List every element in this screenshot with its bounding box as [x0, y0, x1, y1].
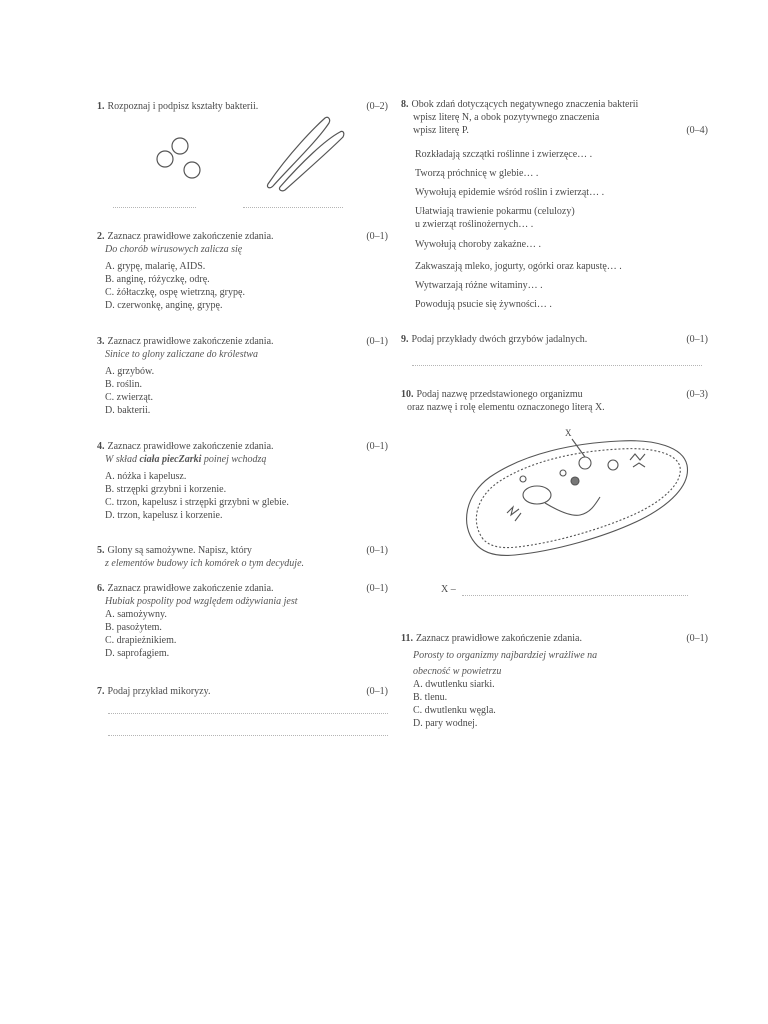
question-9 [401, 333, 708, 346]
option-a[interactable]: A. nóżka i kapelusz. [105, 471, 187, 482]
question-10 [401, 388, 708, 414]
question-text-line2: oraz nazwę i rolę elementu oznaczonego literą X. [407, 402, 605, 413]
question-text: Rozpoznaj i podpisz kształty bakterii. [107, 101, 259, 112]
points: (0–1) [366, 231, 388, 242]
option-b[interactable]: B. pasożytem. [105, 622, 162, 633]
question-number: 10. [401, 389, 414, 400]
question-text: Podaj przykłady dwóch grzybów jadalnych. [411, 334, 588, 345]
option-c[interactable]: C. zwierząt. [105, 392, 154, 403]
macronucleus [523, 486, 551, 504]
answer-line[interactable] [412, 354, 702, 366]
option-d[interactable]: D. pary wodnej. [413, 718, 478, 729]
coccus-circle [172, 138, 188, 154]
question-text: Zaznacz prawidłowe zakończenie zdania. [107, 583, 274, 594]
question-text: Zaznacz prawidłowe zakończenie zdania. [415, 633, 582, 644]
question-number: 11. [401, 633, 413, 644]
cell-outline [467, 441, 688, 556]
label-line-x [572, 439, 585, 457]
prompt-part: W skład [105, 454, 140, 465]
option-c[interactable]: C. trzon, kapelusz i strzępki grzybni w glebie. [105, 497, 289, 508]
option-a[interactable]: A. dwutlenku siarki. [413, 679, 495, 690]
question-prompt: Hubiak pospolity pod względem odżywiania jest [105, 596, 298, 607]
question-text: Zaznacz prawidłowe zakończenie zdania. [107, 441, 274, 452]
question-number: 3. [97, 336, 105, 347]
question-text-line3: wpisz literę P. [413, 125, 469, 136]
statement-item[interactable]: u zwierząt roślinożernych… . [415, 219, 534, 230]
food-vacuole [520, 476, 526, 482]
option-b[interactable]: B. anginę, różyczkę, odrę. [105, 274, 210, 285]
question-number: 6. [97, 583, 105, 594]
food-vacuole [560, 470, 566, 476]
question-prompt: Sinice to glony zaliczane do królestwa [105, 349, 259, 360]
option-d[interactable]: D. czerwonkę, anginę, grypę. [105, 300, 223, 311]
answer-x-label: X – [441, 584, 456, 595]
question-prompt [97, 453, 388, 466]
points: (0–1) [686, 633, 708, 644]
prompt-part: poinej wchodzą [201, 454, 267, 465]
points: (0–2) [366, 101, 388, 112]
question-prompt-line2: obecność w powietrzu [413, 666, 502, 677]
vacuole [608, 460, 618, 470]
contractile-vacuole [630, 454, 645, 467]
answer-line[interactable] [243, 196, 343, 208]
question-8 [401, 98, 708, 314]
points: (0–1) [686, 334, 708, 345]
option-d[interactable]: D. saprofagiem. [105, 648, 170, 659]
option-a[interactable]: A. samożywny. [105, 609, 167, 620]
organelle-x [579, 457, 591, 469]
option-c[interactable]: C. drapieżnikiem. [105, 635, 177, 646]
statement-item[interactable]: Wytwarzają różne witaminy… . [415, 280, 543, 291]
question-text-line2: wpisz literę N, a obok pozytywnego znaczenia [413, 112, 600, 123]
question-6 [97, 582, 388, 660]
option-c[interactable]: C. dwutlenku węgla. [413, 705, 496, 716]
option-d[interactable]: D. trzon, kapelusz i korzenie. [105, 510, 223, 521]
bacillus-rod [279, 131, 343, 190]
question-number: 1. [97, 101, 105, 112]
coccus-circle [184, 162, 200, 178]
micronucleus [571, 477, 579, 485]
cell-cilia [476, 449, 680, 548]
option-b[interactable]: B. strzępki grzybni i korzenie. [105, 484, 227, 495]
question-text: Zaznacz prawidłowe zakończenie zdania. [107, 336, 274, 347]
question-text: Podaj przykład mikoryzy. [107, 686, 211, 697]
points: (0–1) [366, 583, 388, 594]
statement-item[interactable]: Ułatwiają trawienie pokarmu (celulozy) [415, 206, 575, 217]
question-prompt: Porosty to organizmy najbardziej wrażliwe na [413, 650, 598, 661]
question-11 [401, 632, 708, 730]
points: (0–1) [366, 441, 388, 452]
option-d[interactable]: D. bakterii. [105, 405, 151, 416]
question-4 [97, 440, 388, 522]
question-number: 9. [401, 334, 409, 345]
question-number: 4. [97, 441, 105, 452]
answer-line[interactable] [108, 702, 388, 714]
question-number: 7. [97, 686, 105, 697]
statement-item[interactable]: Tworzą próchnicę w glebie… . [415, 168, 539, 179]
answer-line[interactable] [462, 584, 688, 596]
prompt-part-bold: ciała piecZarki [139, 454, 202, 465]
option-a[interactable]: A. grypę, malarię, AIDS. [105, 261, 206, 272]
question-text: Glony są samożywne. Napisz, który [107, 545, 252, 556]
points: (0–1) [366, 545, 388, 556]
marker-x-label: X [565, 428, 572, 438]
question-text: Obok zdań dotyczących negatywnego znaczenia bakterii [411, 99, 639, 110]
points: (0–1) [366, 686, 388, 697]
question-text-line2: z elementów budowy ich komórek o tym decyduje. [105, 558, 305, 569]
oral-groove [545, 497, 600, 515]
question-2 [97, 230, 388, 312]
contractile-vacuole [507, 507, 521, 521]
statement-item[interactable]: Zakwaszają mleko, jogurty, ogórki oraz kapustę… . [415, 261, 622, 272]
statement-item[interactable]: Powodują psucie się żywności… . [415, 299, 552, 310]
question-text: Zaznacz prawidłowe zakończenie zdania. [107, 231, 274, 242]
answer-line[interactable] [108, 724, 388, 736]
option-a[interactable]: A. grzybów. [105, 366, 155, 377]
statement-item[interactable]: Wywołują epidemie wśród roślin i zwierząt… . [415, 187, 605, 198]
question-number: 5. [97, 545, 105, 556]
question-number: 2. [97, 231, 105, 242]
points: (0–3) [686, 389, 708, 400]
coccus-circle [157, 151, 173, 167]
question-text: Podaj nazwę przedstawionego organizmu [416, 389, 583, 400]
question-number: 8. [401, 99, 409, 110]
option-b[interactable]: B. roślin. [105, 379, 142, 390]
statement-item[interactable]: Rozkładają szczątki roślinne i zwierzęce… . [415, 149, 593, 160]
paramecium-figure [455, 425, 695, 565]
answer-line[interactable] [113, 196, 196, 208]
points: (0–4) [686, 125, 708, 136]
question-7 [97, 685, 388, 698]
question-5 [97, 544, 388, 570]
question-3 [97, 335, 388, 417]
option-b[interactable]: B. tlenu. [413, 692, 448, 703]
question-prompt: Do chorób wirusowych zalicza się [105, 244, 243, 255]
statement-item[interactable]: Wywołują choroby zakaźne… . [415, 239, 542, 250]
points: (0–1) [366, 336, 388, 347]
option-c[interactable]: C. żółtaczkę, ospę wietrzną, grypę. [105, 287, 245, 298]
